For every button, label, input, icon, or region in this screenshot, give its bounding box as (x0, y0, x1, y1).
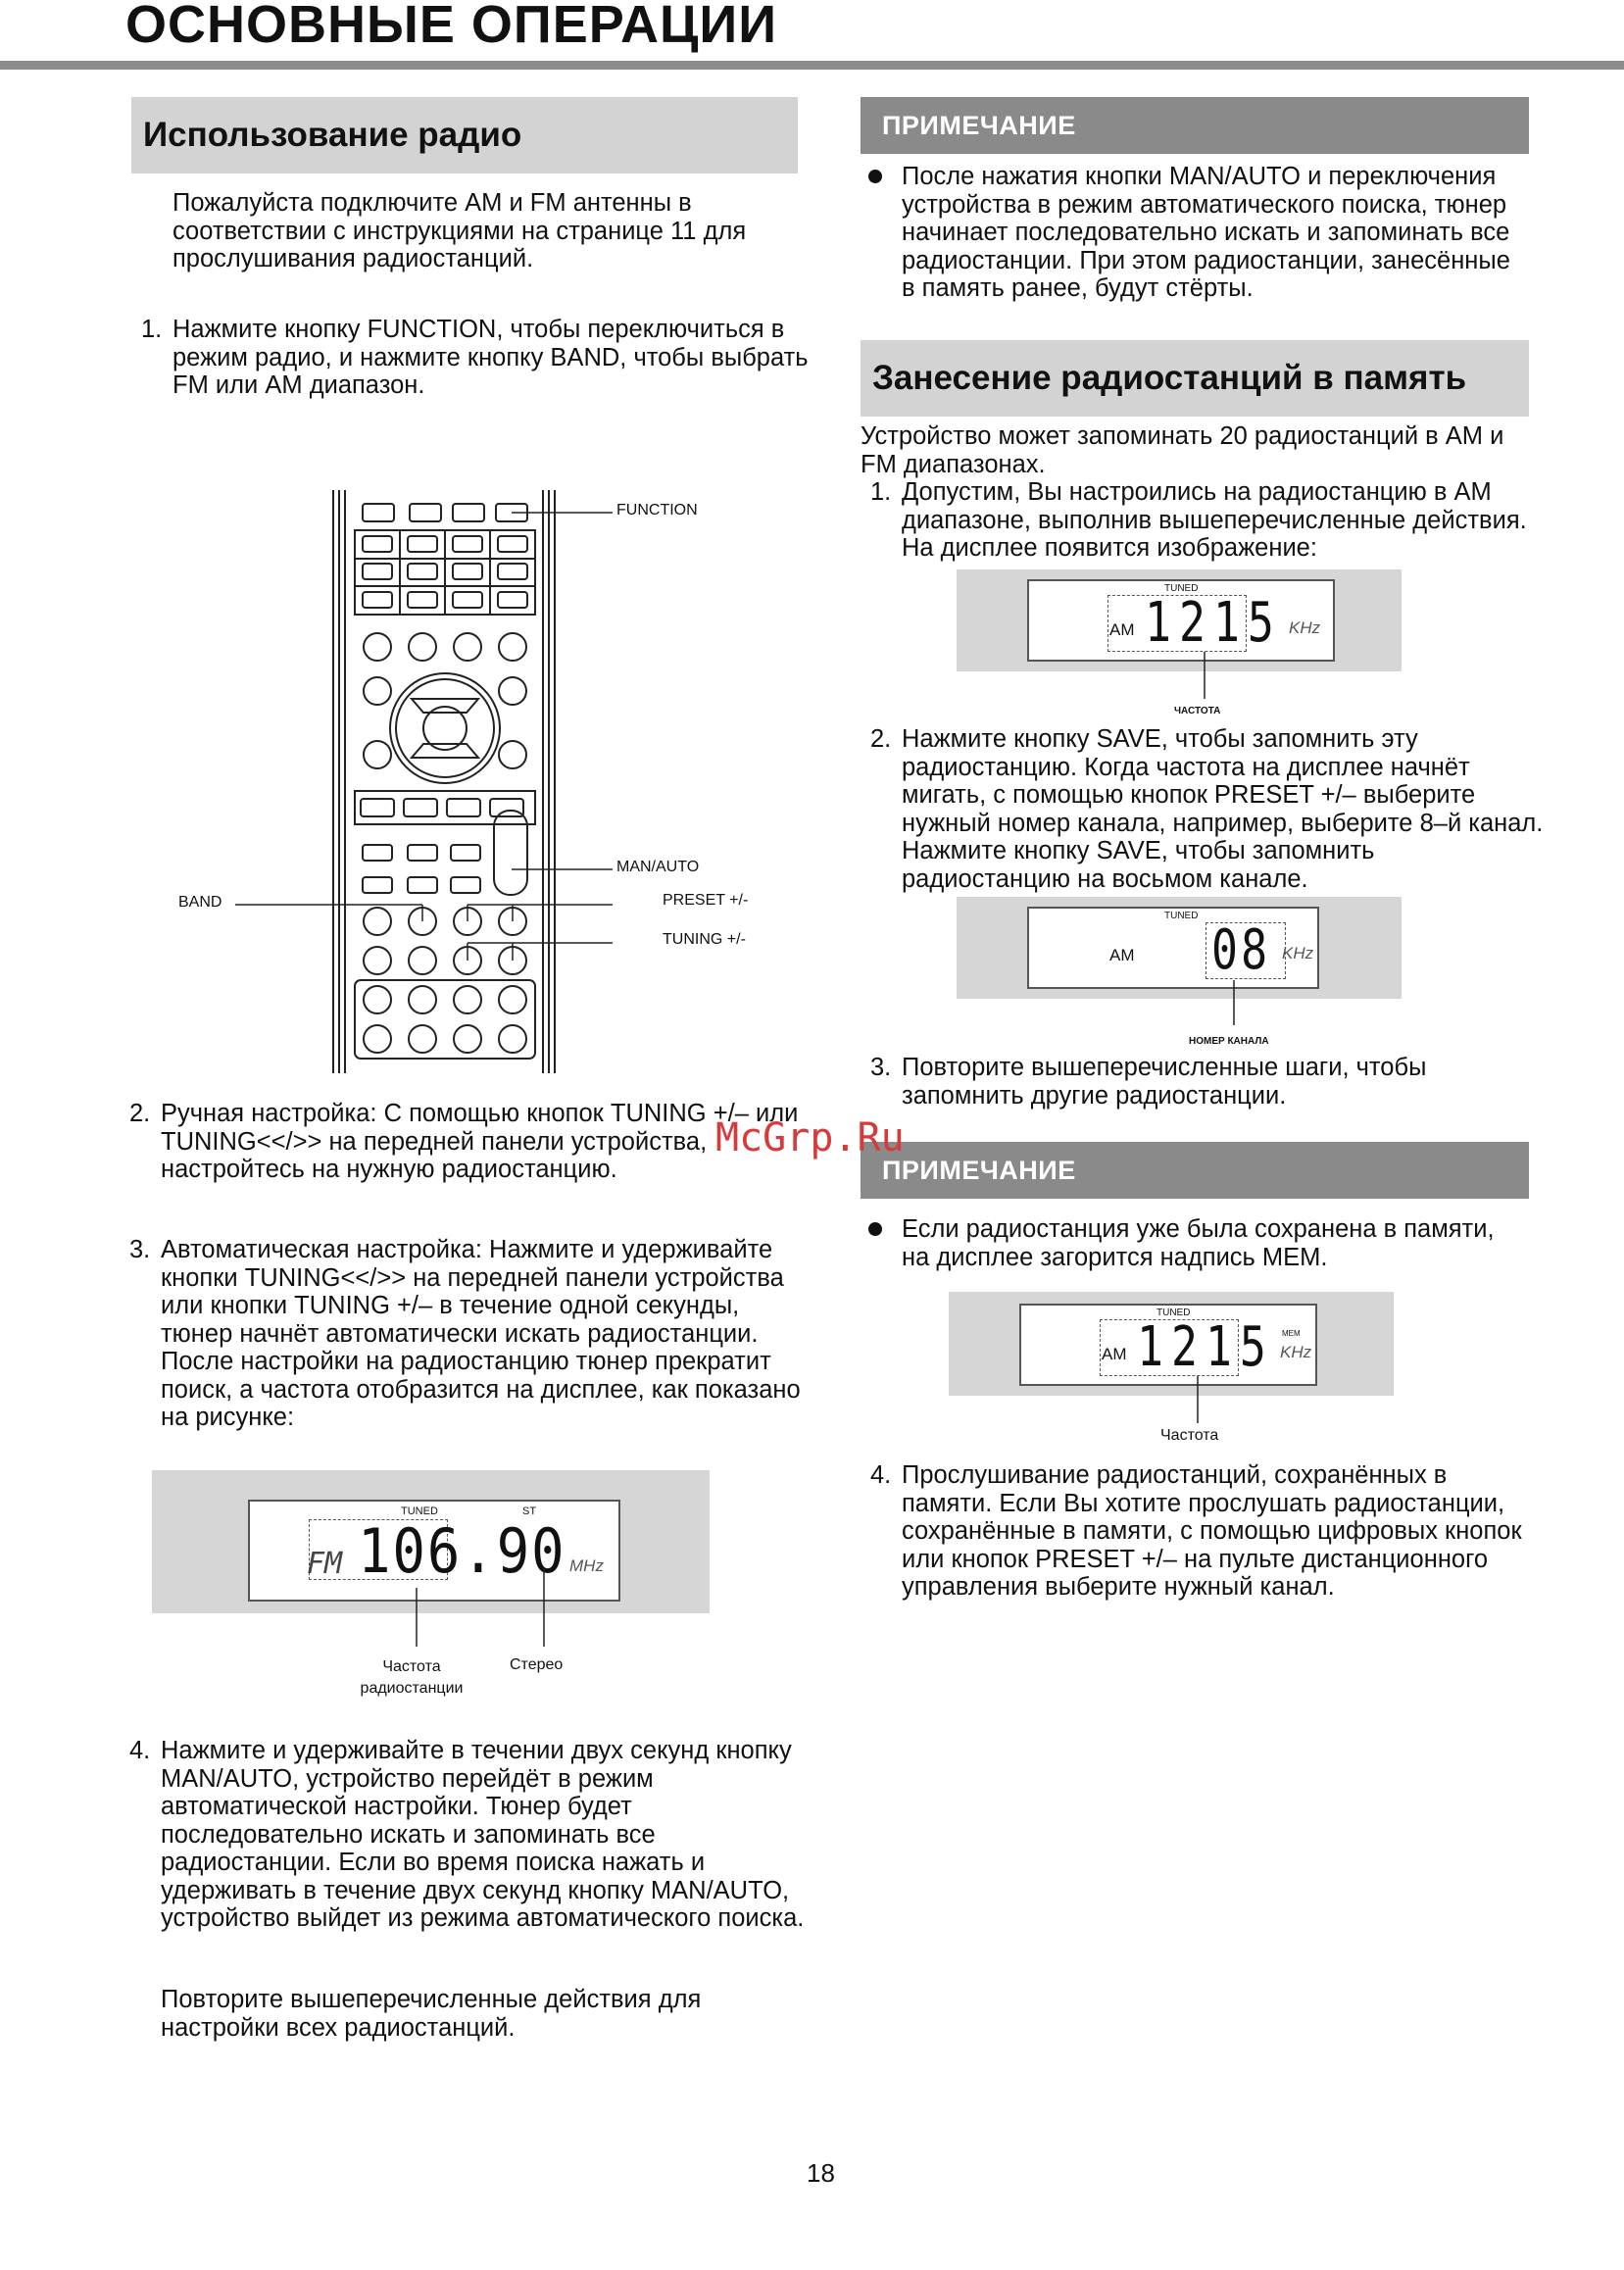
step-number: 3. (870, 1054, 892, 1081)
step-text: Автоматическая настройка: Нажмите и удерживайте кнопки TUNING<</>> на передней панели устройства или кнопки TUNING +/– в течение одной секунды, тюнер начнёт автоматически искать радиостанции. После настройки на радиостанцию тюнер прекратит поиск, а частота отобразится на дисплее, как показано на рисунке: (161, 1236, 801, 1431)
step-text: Ручная настройка: С помощью кнопок TUNING +/– или TUNING<</>> на передней панели устройства, настройтесь на нужную радиостанцию. (161, 1100, 799, 1183)
memory-step-1 (870, 478, 1537, 563)
am-unit-1: KHz (1289, 618, 1321, 637)
fm-frequency: 106.90 (358, 1515, 566, 1587)
step-text: Прослушивание радиостанций, сохранённых в памяти. Если Вы хотите прослушать радиостанции, сохранённые в памяти, с помощью цифровых кнопок или кнопок PRESET +/– на пульте дистанционного управления выберите нужный канал. (902, 1461, 1522, 1601)
stereo-indicator: ST (522, 1505, 537, 1517)
memory-step-4 (870, 1461, 1537, 1602)
am-band-2: AM (1109, 946, 1135, 964)
radio-step-4 (129, 1737, 815, 1933)
fm-display-leaders (412, 1568, 559, 1656)
am-band-1: AM (1109, 620, 1135, 639)
remote-control-diagram (147, 485, 784, 1083)
label-frequency-3: Частота (1160, 1427, 1219, 1444)
am-lcd-3 (1019, 1304, 1317, 1386)
mem-indicator: MEM (1282, 1329, 1301, 1338)
note-text: После нажатия кнопки MAN/AUTO и переключения устройства в режим автоматического поиска, тюнер начинает последовательно искать и запоминать все радиостанции. При этом радиостанции, занесённые в память ранее, будут стёрты. (902, 163, 1510, 302)
display1-leader (1201, 652, 1210, 701)
label-stereo: Стерео (510, 1656, 564, 1673)
title-rule (0, 61, 1624, 70)
label-frequency-1: ЧАСТОТА (1174, 706, 1221, 716)
step-text: Нажмите и удерживайте в течении двух секунд кнопку MAN/AUTO, устройство перейдёт в режим автоматической настройки. Тюнер будет последовательно искать и запоминать все радиостанции. Если во время поиска нажать и удерживать в течение двух секунд кнопку MAN/AUTO, устройство выйдет из режима автоматического поиска. (161, 1737, 805, 1932)
page-title: ОСНОВНЫЕ ОПЕРАЦИИ (125, 0, 778, 54)
note-heading-1: ПРИМЕЧАНИЕ (861, 97, 1529, 154)
memory-step-3 (870, 1054, 1537, 1110)
section-heading-memory: Занесение радиостанций в память (861, 340, 1529, 417)
watermark: McGrp.Ru (715, 1115, 905, 1160)
step-text: Допустим, Вы настроились на радиостанцию в AM диапазоне, выполнив вышеперечисленные действия. На дисплее появится изображение: (902, 478, 1527, 562)
memory-intro: Устройство может запоминать 20 радиостанций в AM и FM диапазонах. (861, 422, 1504, 478)
note-1 (861, 163, 1527, 303)
step-number: 4. (870, 1461, 892, 1489)
display3-leader (1194, 1376, 1204, 1425)
radio-repeat-note: Повторите вышеперечисленные действия для настройки всех радиостанций. (161, 1986, 702, 2042)
am-unit-2: KHz (1282, 944, 1314, 962)
step-text: Повторите вышеперечисленные шаги, чтобы запомнить другие радиостанции. (902, 1054, 1427, 1110)
label-tuning: TUNING +/- (663, 931, 746, 948)
step-number: 2. (129, 1100, 151, 1127)
note-heading-2: ПРИМЕЧАНИЕ (861, 1142, 1529, 1199)
note-text: Если радиостанция уже была сохранена в памяти, на дисплее загорится надпись MEM. (902, 1215, 1495, 1271)
radio-step-1 (141, 316, 817, 400)
section-heading-radio: Использование радио (131, 97, 798, 173)
page-number: 18 (807, 2158, 835, 2188)
tuned-indicator: TUNED (1156, 1308, 1191, 1318)
am-display-figure-1 (957, 569, 1402, 671)
label-station-frequency: Частота радиостанции (360, 1658, 464, 1697)
step-number: 2. (870, 725, 892, 753)
tuned-indicator: TUNED (1164, 583, 1199, 594)
am-display-figure-3 (949, 1292, 1394, 1396)
am-frequency-3: 1215 (1137, 1315, 1274, 1379)
step-text: Нажмите кнопку SAVE, чтобы запомнить эту радиостанцию. Когда частота на дисплее начнёт мигать, с помощью кнопок PRESET +/– выберите нужный номер канала, например, выберите 8–й канал. Нажмите кнопку SAVE, чтобы запомнить радиостанцию на восьмом канале. (902, 725, 1544, 893)
fm-unit: MHz (569, 1556, 604, 1575)
radio-intro: Пожалуйста подключите AM и FM антенны в соответствии с инструкциями на странице 11 для прослушивания радиостанций. (172, 189, 747, 272)
step-number: 3. (129, 1236, 151, 1263)
am-lcd-1 (1027, 579, 1335, 662)
am-display-figure-2 (957, 897, 1402, 999)
fm-band: FM (307, 1547, 343, 1581)
step-number: 1. (141, 316, 163, 343)
radio-step-2 (129, 1100, 815, 1184)
step-text: Нажмите кнопку FUNCTION, чтобы переключиться в режим радио, и нажмите кнопку BAND, чтобы выбрать FM или AM диапазон. (172, 316, 809, 399)
display2-leader (1230, 980, 1240, 1027)
am-frequency-1: 1215 (1145, 591, 1282, 655)
label-man-auto: MAN/AUTO (616, 859, 700, 875)
label-channel-number: НОМЕР КАНАЛА (1189, 1036, 1269, 1047)
memory-step-2 (870, 725, 1547, 893)
radio-step-3 (129, 1236, 815, 1432)
channel-number: 08 (1211, 918, 1271, 982)
label-preset: PRESET +/- (663, 892, 749, 909)
step-number: 1. (870, 478, 892, 506)
label-function: FUNCTION (616, 502, 698, 518)
am-band-3: AM (1102, 1345, 1127, 1363)
am-lcd-2 (1027, 907, 1319, 989)
am-unit-3: KHz (1280, 1343, 1312, 1361)
label-band: BAND (178, 894, 222, 911)
tuned-indicator: TUNED (401, 1505, 438, 1517)
note-2 (861, 1215, 1527, 1271)
bullet-dot (868, 1222, 882, 1236)
step-number: 4. (129, 1737, 151, 1764)
tuned-indicator: TUNED (1164, 911, 1199, 921)
bullet-dot (868, 170, 882, 183)
